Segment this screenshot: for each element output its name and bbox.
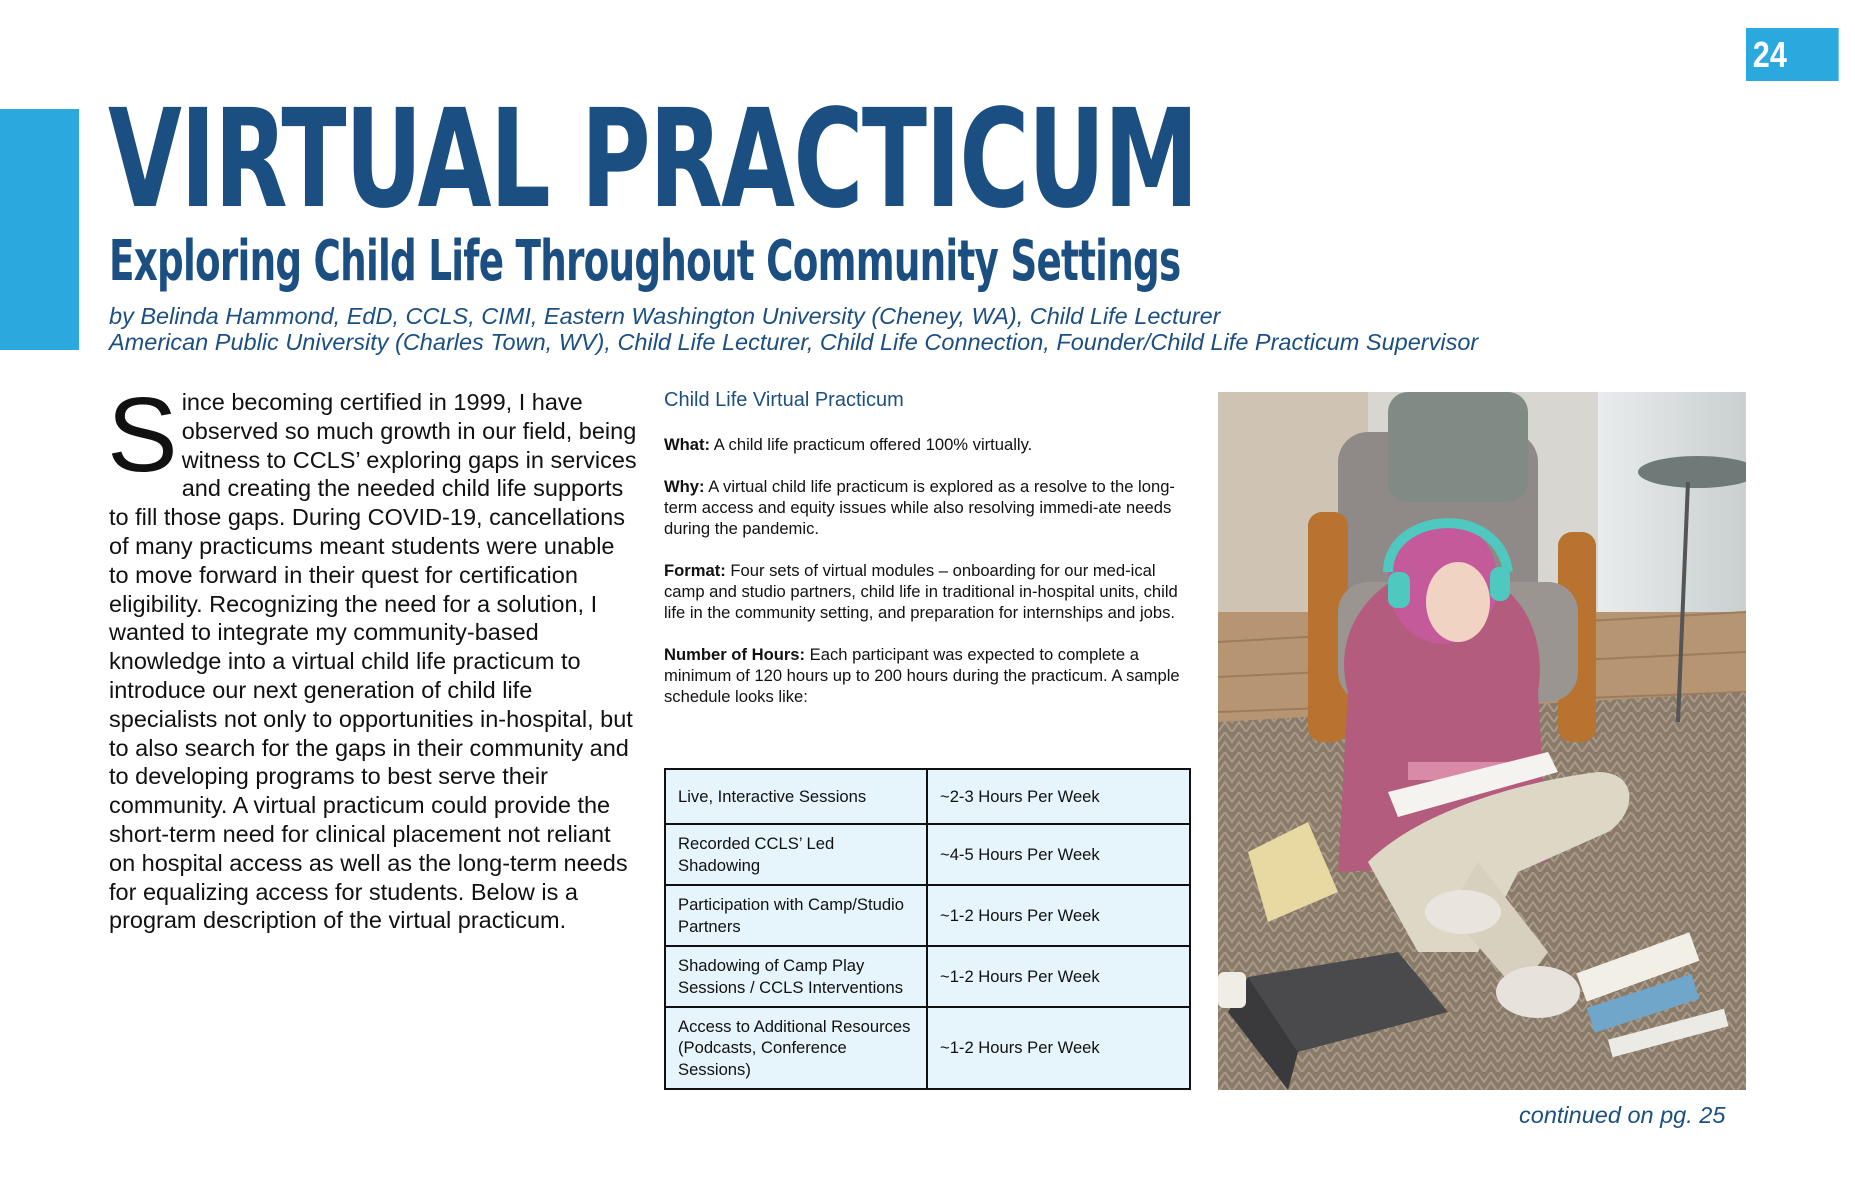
- sidebar-title: Child Life Virtual Practicum: [664, 389, 904, 411]
- activity-cell: Recorded CCLS’ Led Shadowing: [665, 824, 927, 885]
- hours-cell: ~4-5 Hours Per Week: [927, 824, 1190, 885]
- activity-cell: Live, Interactive Sessions: [665, 769, 927, 824]
- sidebar-item-format: [664, 560, 1194, 623]
- hours-cell: ~1-2 Hours Per Week: [927, 885, 1190, 946]
- program-sidebar: [664, 388, 1194, 728]
- hours-cell: ~1-2 Hours Per Week: [927, 946, 1190, 1007]
- table-row: [665, 946, 1190, 1007]
- hours-cell: ~2-3 Hours Per Week: [927, 769, 1190, 824]
- page-number: 24: [1746, 28, 1839, 81]
- byline-line-1: by Belinda Hammond, EdD, CCLS, CIMI, Eastern Washington University (Cheney, WA), Child Life Lecturer: [109, 303, 1221, 329]
- page-title: VIRTUAL PRACTICUM: [108, 81, 1198, 239]
- article-body: [107, 376, 639, 935]
- sidebar-item-label: Why:: [664, 477, 705, 496]
- activity-cell: Access to Additional Resources (Podcasts, Conference Sessions): [665, 1007, 927, 1089]
- sidebar-item-what: [664, 434, 1194, 455]
- sidebar-item-hours: [664, 644, 1194, 707]
- sidebar-item-label: Number of Hours:: [664, 645, 806, 664]
- side-accent-bar: [0, 109, 79, 350]
- page-subtitle: Exploring Child Life Throughout Community Settings: [109, 229, 1181, 294]
- drop-cap: S: [107, 376, 178, 494]
- sidebar-item-text: A virtual child life practicum is explored as a resolve to the long-term access and equity issues while also resolving immedi-ate needs during the pandemic.: [664, 477, 1175, 538]
- sidebar-item-label: Format:: [664, 561, 726, 580]
- continued-note: continued on pg. 25: [1519, 1102, 1726, 1128]
- sidebar-item-why: [664, 476, 1194, 539]
- table-row: [665, 1007, 1190, 1089]
- activity-cell: Shadowing of Camp Play Sessions / CCLS Interventions: [665, 946, 927, 1007]
- byline-line-2: American Public University (Charles Town, WV), Child Life Lecturer, Child Life Connection, Founder/Child Life Practicum Supervisor: [109, 329, 1479, 355]
- sidebar-item-label: What:: [664, 435, 711, 454]
- article-body-text: ince becoming certified in 1999, I have observed so much growth in our field, being witness to CCLS’ exploring gaps in services and creating the needed child life supports to fill those gaps. During COVID-19, cancellations of many practicums meant students were unable to move forward in their quest for certification eligibility. Recognizing the need for a solution, I wanted to integrate my community-based knowledge into a virtual child life practicum to introduce our next generation of child life specialists not only to opportunities in-hospital, but to also search for the gaps in their community and to developing programs to best serve their community. A virtual practicum could provide the short-term need for clinical placement not reliant on hospital access as well as the long-term needs for equalizing access for students. Below is a program description of the virtual practicum.: [109, 389, 637, 934]
- table-row: [665, 885, 1190, 946]
- author-byline: [109, 303, 1478, 355]
- table-row: [665, 824, 1190, 885]
- hours-cell: ~1-2 Hours Per Week: [927, 1007, 1190, 1089]
- sidebar-item-text: Four sets of virtual modules – onboarding for our med-ical camp and studio partners, child life in traditional in-hospital units, child life in the community setting, and preparation for internships and jobs.: [664, 561, 1178, 622]
- sample-schedule-table: [664, 768, 1191, 1090]
- sidebar-item-text: Each participant was expected to complete a minimum of 120 hours up to 200 hours during the practicum. A sample schedule looks like:: [664, 645, 1180, 706]
- student-photo: [1218, 392, 1746, 1090]
- activity-cell: Participation with Camp/Studio Partners: [665, 885, 927, 946]
- table-row: [665, 769, 1190, 824]
- sidebar-item-text: A child life practicum offered 100% virtually.: [710, 435, 1033, 454]
